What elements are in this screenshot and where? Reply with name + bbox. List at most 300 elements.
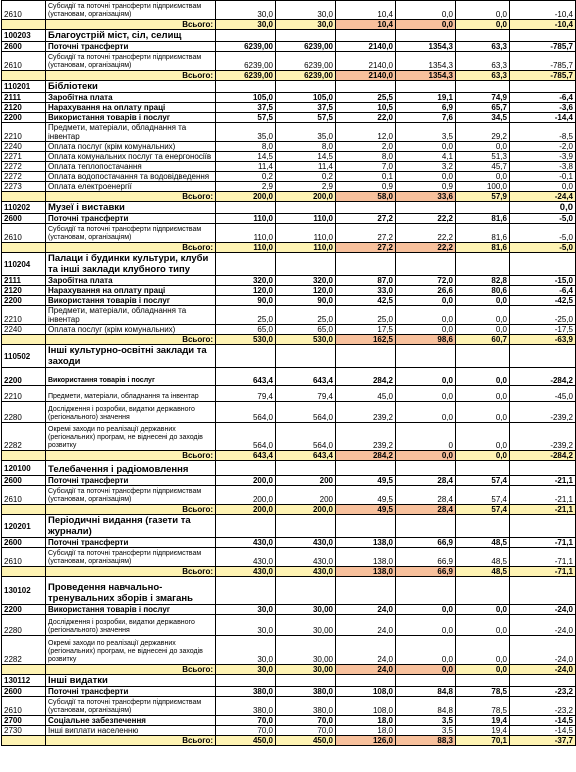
value-cell: 63,3 bbox=[456, 42, 510, 52]
value-cell: 0 bbox=[396, 423, 456, 451]
value-cell bbox=[456, 461, 510, 476]
value-cell: 108,0 bbox=[336, 687, 396, 697]
value-cell: 58,0 bbox=[336, 192, 396, 202]
table-row bbox=[2, 423, 576, 451]
table-row bbox=[2, 306, 576, 325]
table-row bbox=[2, 368, 576, 386]
item-name: Використання товарів і послуг bbox=[46, 113, 216, 123]
value-cell: 19,4 bbox=[456, 716, 510, 726]
value-cell: -10,4 bbox=[510, 1, 576, 20]
value-cell: 45,7 bbox=[456, 162, 510, 172]
value-cell: 0,0 bbox=[396, 142, 456, 152]
value-cell: 162,5 bbox=[336, 335, 396, 345]
value-cell: 126,0 bbox=[336, 736, 396, 746]
value-cell: 11,4 bbox=[276, 162, 336, 172]
value-cell bbox=[216, 461, 276, 476]
value-cell: 105,0 bbox=[216, 93, 276, 103]
value-cell: 25,0 bbox=[336, 306, 396, 325]
table-row bbox=[2, 286, 576, 296]
section-row bbox=[2, 515, 576, 538]
value-cell: 450,0 bbox=[216, 736, 276, 746]
value-cell: 65,0 bbox=[216, 325, 276, 335]
value-cell: -21,1 bbox=[510, 505, 576, 515]
value-cell: 2,0 bbox=[336, 142, 396, 152]
total-row bbox=[2, 665, 576, 675]
value-cell: 70,0 bbox=[216, 726, 276, 736]
value-cell: -15,0 bbox=[510, 276, 576, 286]
total-row bbox=[2, 192, 576, 202]
value-cell: -8,5 bbox=[510, 123, 576, 142]
item-name: Поточні трансферти bbox=[46, 538, 216, 548]
value-cell: -14,5 bbox=[510, 716, 576, 726]
table-row bbox=[2, 615, 576, 636]
value-cell: 27,2 bbox=[336, 214, 396, 224]
total-label: Всього: bbox=[46, 192, 216, 202]
value-cell: 82,8 bbox=[456, 276, 510, 286]
value-cell: 37,5 bbox=[276, 103, 336, 113]
value-cell: 284,2 bbox=[336, 451, 396, 461]
value-cell: 430,0 bbox=[216, 548, 276, 567]
value-cell: 284,2 bbox=[336, 368, 396, 386]
table-row bbox=[2, 548, 576, 567]
value-cell: 30,00 bbox=[276, 636, 336, 665]
value-cell: 239,2 bbox=[336, 423, 396, 451]
item-name: Оплата електроенергії bbox=[46, 182, 216, 192]
item-code: 2610 bbox=[2, 697, 46, 716]
value-cell: -785,7 bbox=[510, 42, 576, 52]
section-code: 100203 bbox=[2, 30, 46, 42]
value-cell: 1354,3 bbox=[396, 52, 456, 71]
item-code: 2111 bbox=[2, 93, 46, 103]
value-cell: 0,0 bbox=[456, 615, 510, 636]
item-code bbox=[2, 192, 46, 202]
item-code: 2240 bbox=[2, 142, 46, 152]
value-cell bbox=[216, 515, 276, 538]
value-cell: 45,0 bbox=[336, 386, 396, 402]
item-code: 2280 bbox=[2, 615, 46, 636]
value-cell: 27,2 bbox=[336, 243, 396, 253]
value-cell: 57,4 bbox=[456, 476, 510, 486]
value-cell bbox=[396, 202, 456, 214]
value-cell: 30,00 bbox=[276, 665, 336, 675]
table-row bbox=[2, 486, 576, 505]
value-cell: 10,4 bbox=[336, 20, 396, 30]
item-name: Дослідження і розробки, видатки державного (регіонального) значення bbox=[46, 615, 216, 636]
value-cell: 430,0 bbox=[276, 548, 336, 567]
item-code bbox=[2, 335, 46, 345]
table-row bbox=[2, 716, 576, 726]
value-cell: -0,1 bbox=[510, 172, 576, 182]
table-row bbox=[2, 162, 576, 172]
value-cell: 49,5 bbox=[336, 505, 396, 515]
value-cell: 430,0 bbox=[216, 538, 276, 548]
value-cell: 6239,00 bbox=[276, 71, 336, 81]
value-cell: 35,0 bbox=[276, 123, 336, 142]
value-cell: 30,0 bbox=[276, 1, 336, 20]
value-cell: 0,9 bbox=[396, 182, 456, 192]
section-row bbox=[2, 202, 576, 214]
value-cell: 0,0 bbox=[396, 172, 456, 182]
value-cell: 0,0 bbox=[456, 451, 510, 461]
item-code: 2271 bbox=[2, 152, 46, 162]
item-name: Окремі заходи по реалізації державних (регіональних) програм, не віднесені до заходів розвитку bbox=[46, 423, 216, 451]
value-cell: 63,3 bbox=[456, 71, 510, 81]
value-cell: 24,0 bbox=[336, 665, 396, 675]
item-code: 2610 bbox=[2, 1, 46, 20]
value-cell: 643,4 bbox=[216, 368, 276, 386]
item-code: 2200 bbox=[2, 296, 46, 306]
section-title: Інші видатки bbox=[46, 675, 216, 687]
value-cell bbox=[456, 577, 510, 605]
value-cell: -24,0 bbox=[510, 665, 576, 675]
section-code: 110502 bbox=[2, 345, 46, 368]
value-cell bbox=[456, 253, 510, 276]
value-cell bbox=[510, 577, 576, 605]
value-cell bbox=[336, 515, 396, 538]
section-row bbox=[2, 577, 576, 605]
item-code: 2210 bbox=[2, 386, 46, 402]
value-cell: 24,0 bbox=[336, 615, 396, 636]
value-cell: 78,5 bbox=[456, 697, 510, 716]
total-label: Всього: bbox=[46, 243, 216, 253]
item-code: 2600 bbox=[2, 538, 46, 548]
value-cell: 30,0 bbox=[276, 20, 336, 30]
value-cell: 110,0 bbox=[216, 243, 276, 253]
value-cell: 380,0 bbox=[276, 697, 336, 716]
value-cell: 200,0 bbox=[276, 192, 336, 202]
value-cell: 0,0 bbox=[456, 20, 510, 30]
value-cell: 239,2 bbox=[336, 402, 396, 423]
table-row bbox=[2, 1, 576, 20]
value-cell: 48,5 bbox=[456, 548, 510, 567]
value-cell: -3,6 bbox=[510, 103, 576, 113]
value-cell: 0,0 bbox=[396, 636, 456, 665]
total-row bbox=[2, 243, 576, 253]
value-cell: -17,5 bbox=[510, 325, 576, 335]
value-cell: 11,4 bbox=[216, 162, 276, 172]
total-label: Всього: bbox=[46, 505, 216, 515]
item-name: Субсидії та поточні трансферти підприємствам (установам, організаціям) bbox=[46, 1, 216, 20]
value-cell: 643,4 bbox=[276, 451, 336, 461]
section-code: 110202 bbox=[2, 202, 46, 214]
value-cell: 0,0 bbox=[456, 402, 510, 423]
item-name: Інші виплати населенню bbox=[46, 726, 216, 736]
value-cell: 105,0 bbox=[276, 93, 336, 103]
value-cell: 200 bbox=[276, 476, 336, 486]
table-row bbox=[2, 152, 576, 162]
value-cell: 81,6 bbox=[456, 224, 510, 243]
value-cell bbox=[336, 202, 396, 214]
value-cell: 0,2 bbox=[216, 172, 276, 182]
value-cell: 138,0 bbox=[336, 548, 396, 567]
item-name: Соціальне забезпечення bbox=[46, 716, 216, 726]
item-code: 2282 bbox=[2, 636, 46, 665]
item-name: Заробітна плата bbox=[46, 93, 216, 103]
value-cell: 49,5 bbox=[336, 476, 396, 486]
table-row bbox=[2, 52, 576, 71]
total-row bbox=[2, 736, 576, 746]
section-row bbox=[2, 675, 576, 687]
value-cell: 90,0 bbox=[216, 296, 276, 306]
value-cell: 79,4 bbox=[216, 386, 276, 402]
section-title: Інші культурно-освітні заклади та заходи bbox=[46, 345, 216, 368]
total-row bbox=[2, 335, 576, 345]
item-code bbox=[2, 451, 46, 461]
value-cell: 66,9 bbox=[396, 567, 456, 577]
value-cell: 0,0 bbox=[456, 605, 510, 615]
item-name: Нарахування на оплату праці bbox=[46, 286, 216, 296]
value-cell: 3,5 bbox=[396, 716, 456, 726]
value-cell: 6239,00 bbox=[216, 42, 276, 52]
item-name: Субсидії та поточні трансферти підприємствам (установам, організаціям) bbox=[46, 548, 216, 567]
value-cell: 380,0 bbox=[216, 687, 276, 697]
item-code bbox=[2, 665, 46, 675]
section-code: 120201 bbox=[2, 515, 46, 538]
value-cell: 25,5 bbox=[336, 93, 396, 103]
value-cell: 22,0 bbox=[336, 113, 396, 123]
value-cell bbox=[336, 81, 396, 93]
value-cell: 0,0 bbox=[396, 1, 456, 20]
value-cell bbox=[396, 515, 456, 538]
value-cell: -6,4 bbox=[510, 286, 576, 296]
value-cell: 0,0 bbox=[456, 1, 510, 20]
value-cell: 90,0 bbox=[276, 296, 336, 306]
value-cell: 110,0 bbox=[276, 214, 336, 224]
value-cell: 30,0 bbox=[216, 665, 276, 675]
value-cell: 380,0 bbox=[276, 687, 336, 697]
value-cell: 57,5 bbox=[216, 113, 276, 123]
value-cell: 65,7 bbox=[456, 103, 510, 113]
value-cell: 0,0 bbox=[396, 368, 456, 386]
total-row bbox=[2, 567, 576, 577]
value-cell bbox=[510, 30, 576, 42]
value-cell: 0,0 bbox=[456, 296, 510, 306]
table-row bbox=[2, 103, 576, 113]
item-code bbox=[2, 567, 46, 577]
value-cell: 0,0 bbox=[396, 325, 456, 335]
value-cell bbox=[216, 345, 276, 368]
value-cell: 84,8 bbox=[396, 697, 456, 716]
total-row bbox=[2, 20, 576, 30]
value-cell bbox=[510, 345, 576, 368]
value-cell: 2140,0 bbox=[336, 52, 396, 71]
value-cell: 643,4 bbox=[276, 368, 336, 386]
value-cell: 14,5 bbox=[276, 152, 336, 162]
value-cell bbox=[510, 461, 576, 476]
value-cell: 57,5 bbox=[276, 113, 336, 123]
item-name: Окремі заходи по реалізації державних (регіональних) програм, не віднесені до заходів розвитку bbox=[46, 636, 216, 665]
value-cell bbox=[396, 30, 456, 42]
total-label: Всього: bbox=[46, 665, 216, 675]
table-row bbox=[2, 386, 576, 402]
value-cell: 8,0 bbox=[336, 152, 396, 162]
value-cell: -6,4 bbox=[510, 93, 576, 103]
value-cell: 27,2 bbox=[336, 224, 396, 243]
item-code: 2600 bbox=[2, 476, 46, 486]
item-code: 2610 bbox=[2, 486, 46, 505]
value-cell: 57,4 bbox=[456, 486, 510, 505]
value-cell: 19,1 bbox=[396, 93, 456, 103]
value-cell: 3,2 bbox=[396, 162, 456, 172]
value-cell bbox=[216, 675, 276, 687]
value-cell: 22,2 bbox=[396, 243, 456, 253]
item-code: 2210 bbox=[2, 306, 46, 325]
value-cell: 37,5 bbox=[216, 103, 276, 113]
budget-table-body bbox=[2, 1, 576, 746]
section-title: Музеї і виставки bbox=[46, 202, 216, 214]
value-cell: 0,0 bbox=[396, 306, 456, 325]
value-cell: 0,0 bbox=[456, 306, 510, 325]
item-name: Поточні трансферти bbox=[46, 687, 216, 697]
table-row bbox=[2, 113, 576, 123]
value-cell: 66,9 bbox=[396, 548, 456, 567]
value-cell: 6239,00 bbox=[216, 71, 276, 81]
item-code: 2610 bbox=[2, 224, 46, 243]
value-cell bbox=[510, 81, 576, 93]
item-code bbox=[2, 20, 46, 30]
value-cell: -63,9 bbox=[510, 335, 576, 345]
value-cell: 74,9 bbox=[456, 93, 510, 103]
value-cell: -785,7 bbox=[510, 71, 576, 81]
value-cell: 430,0 bbox=[276, 567, 336, 577]
value-cell: 6,9 bbox=[396, 103, 456, 113]
value-cell: 6239,00 bbox=[276, 52, 336, 71]
value-cell: 48,5 bbox=[456, 567, 510, 577]
value-cell: 42,5 bbox=[336, 296, 396, 306]
value-cell: 25,0 bbox=[216, 306, 276, 325]
value-cell: 30,0 bbox=[216, 1, 276, 20]
item-name: Поточні трансферти bbox=[46, 214, 216, 224]
value-cell: 0,0 bbox=[396, 402, 456, 423]
value-cell: 81,6 bbox=[456, 243, 510, 253]
item-name: Оплата послуг (крім комунальних) bbox=[46, 325, 216, 335]
value-cell: 200,0 bbox=[276, 505, 336, 515]
item-code: 2730 bbox=[2, 726, 46, 736]
value-cell: 81,6 bbox=[456, 214, 510, 224]
value-cell: -24,4 bbox=[510, 192, 576, 202]
value-cell: 6239,00 bbox=[276, 42, 336, 52]
value-cell: 34,5 bbox=[456, 113, 510, 123]
total-row bbox=[2, 71, 576, 81]
value-cell bbox=[396, 675, 456, 687]
value-cell bbox=[456, 30, 510, 42]
value-cell: 30,0 bbox=[216, 20, 276, 30]
value-cell: 430,0 bbox=[276, 538, 336, 548]
value-cell bbox=[336, 675, 396, 687]
item-code: 2272 bbox=[2, 172, 46, 182]
value-cell: 0,0 bbox=[456, 636, 510, 665]
value-cell: 2140,0 bbox=[336, 42, 396, 52]
value-cell: 110,0 bbox=[276, 224, 336, 243]
value-cell bbox=[216, 81, 276, 93]
value-cell: -24,0 bbox=[510, 605, 576, 615]
value-cell: -23,2 bbox=[510, 697, 576, 716]
value-cell: -42,5 bbox=[510, 296, 576, 306]
value-cell bbox=[336, 253, 396, 276]
value-cell: 17,5 bbox=[336, 325, 396, 335]
value-cell: 200,0 bbox=[216, 486, 276, 505]
item-code: 2200 bbox=[2, 113, 46, 123]
section-row bbox=[2, 30, 576, 42]
item-code: 2280 bbox=[2, 402, 46, 423]
value-cell: 70,0 bbox=[276, 726, 336, 736]
value-cell: 30,0 bbox=[216, 615, 276, 636]
table-row bbox=[2, 538, 576, 548]
value-cell: 200,0 bbox=[216, 476, 276, 486]
item-code: 2120 bbox=[2, 286, 46, 296]
value-cell: -284,2 bbox=[510, 368, 576, 386]
section-title: Телебачення і радіомовлення bbox=[46, 461, 216, 476]
value-cell: -71,1 bbox=[510, 538, 576, 548]
item-name: Нарахування на оплату праці bbox=[46, 103, 216, 113]
item-name: Поточні трансферти bbox=[46, 476, 216, 486]
value-cell: -2,0 bbox=[510, 142, 576, 152]
value-cell: -5,0 bbox=[510, 224, 576, 243]
value-cell: 0,0 bbox=[396, 665, 456, 675]
item-name: Предмети, матеріали, обладнання та інвентар bbox=[46, 386, 216, 402]
table-row bbox=[2, 726, 576, 736]
value-cell bbox=[276, 515, 336, 538]
table-row bbox=[2, 296, 576, 306]
value-cell bbox=[276, 345, 336, 368]
value-cell: 19,4 bbox=[456, 726, 510, 736]
value-cell: -10,4 bbox=[510, 20, 576, 30]
item-code: 2273 bbox=[2, 182, 46, 192]
value-cell: 87,0 bbox=[336, 276, 396, 286]
total-row bbox=[2, 505, 576, 515]
value-cell: 3,5 bbox=[396, 123, 456, 142]
value-cell bbox=[456, 81, 510, 93]
value-cell: -14,4 bbox=[510, 113, 576, 123]
value-cell bbox=[510, 515, 576, 538]
item-code: 2120 bbox=[2, 103, 46, 113]
value-cell: 30,0 bbox=[216, 636, 276, 665]
value-cell: 120,0 bbox=[216, 286, 276, 296]
value-cell: 22,2 bbox=[396, 224, 456, 243]
value-cell: 18,0 bbox=[336, 716, 396, 726]
section-code: 110201 bbox=[2, 81, 46, 93]
item-name: Поточні трансферти bbox=[46, 42, 216, 52]
value-cell: 98,6 bbox=[396, 335, 456, 345]
value-cell: 200 bbox=[276, 486, 336, 505]
section-title: Благоустрій міст, сіл, селищ bbox=[46, 30, 216, 42]
value-cell: 0,0 bbox=[396, 296, 456, 306]
total-label: Всього: bbox=[46, 71, 216, 81]
item-name: Оплата теплопостачання bbox=[46, 162, 216, 172]
value-cell: 0,0 bbox=[396, 605, 456, 615]
value-cell: 70,1 bbox=[456, 736, 510, 746]
table-row bbox=[2, 687, 576, 697]
value-cell: 138,0 bbox=[336, 538, 396, 548]
value-cell: 564,0 bbox=[276, 402, 336, 423]
item-code: 2240 bbox=[2, 325, 46, 335]
item-code bbox=[2, 71, 46, 81]
value-cell bbox=[276, 30, 336, 42]
section-code: 120100 bbox=[2, 461, 46, 476]
value-cell bbox=[456, 345, 510, 368]
value-cell: 28,4 bbox=[396, 486, 456, 505]
value-cell: 33,6 bbox=[396, 192, 456, 202]
value-cell: 0,0 bbox=[396, 451, 456, 461]
value-cell: 320,0 bbox=[276, 276, 336, 286]
value-cell: -45,0 bbox=[510, 386, 576, 402]
value-cell bbox=[276, 577, 336, 605]
value-cell: 8,0 bbox=[276, 142, 336, 152]
section-code: 130102 bbox=[2, 577, 46, 605]
value-cell: 57,9 bbox=[456, 192, 510, 202]
item-code: 2272 bbox=[2, 162, 46, 172]
value-cell: -37,7 bbox=[510, 736, 576, 746]
